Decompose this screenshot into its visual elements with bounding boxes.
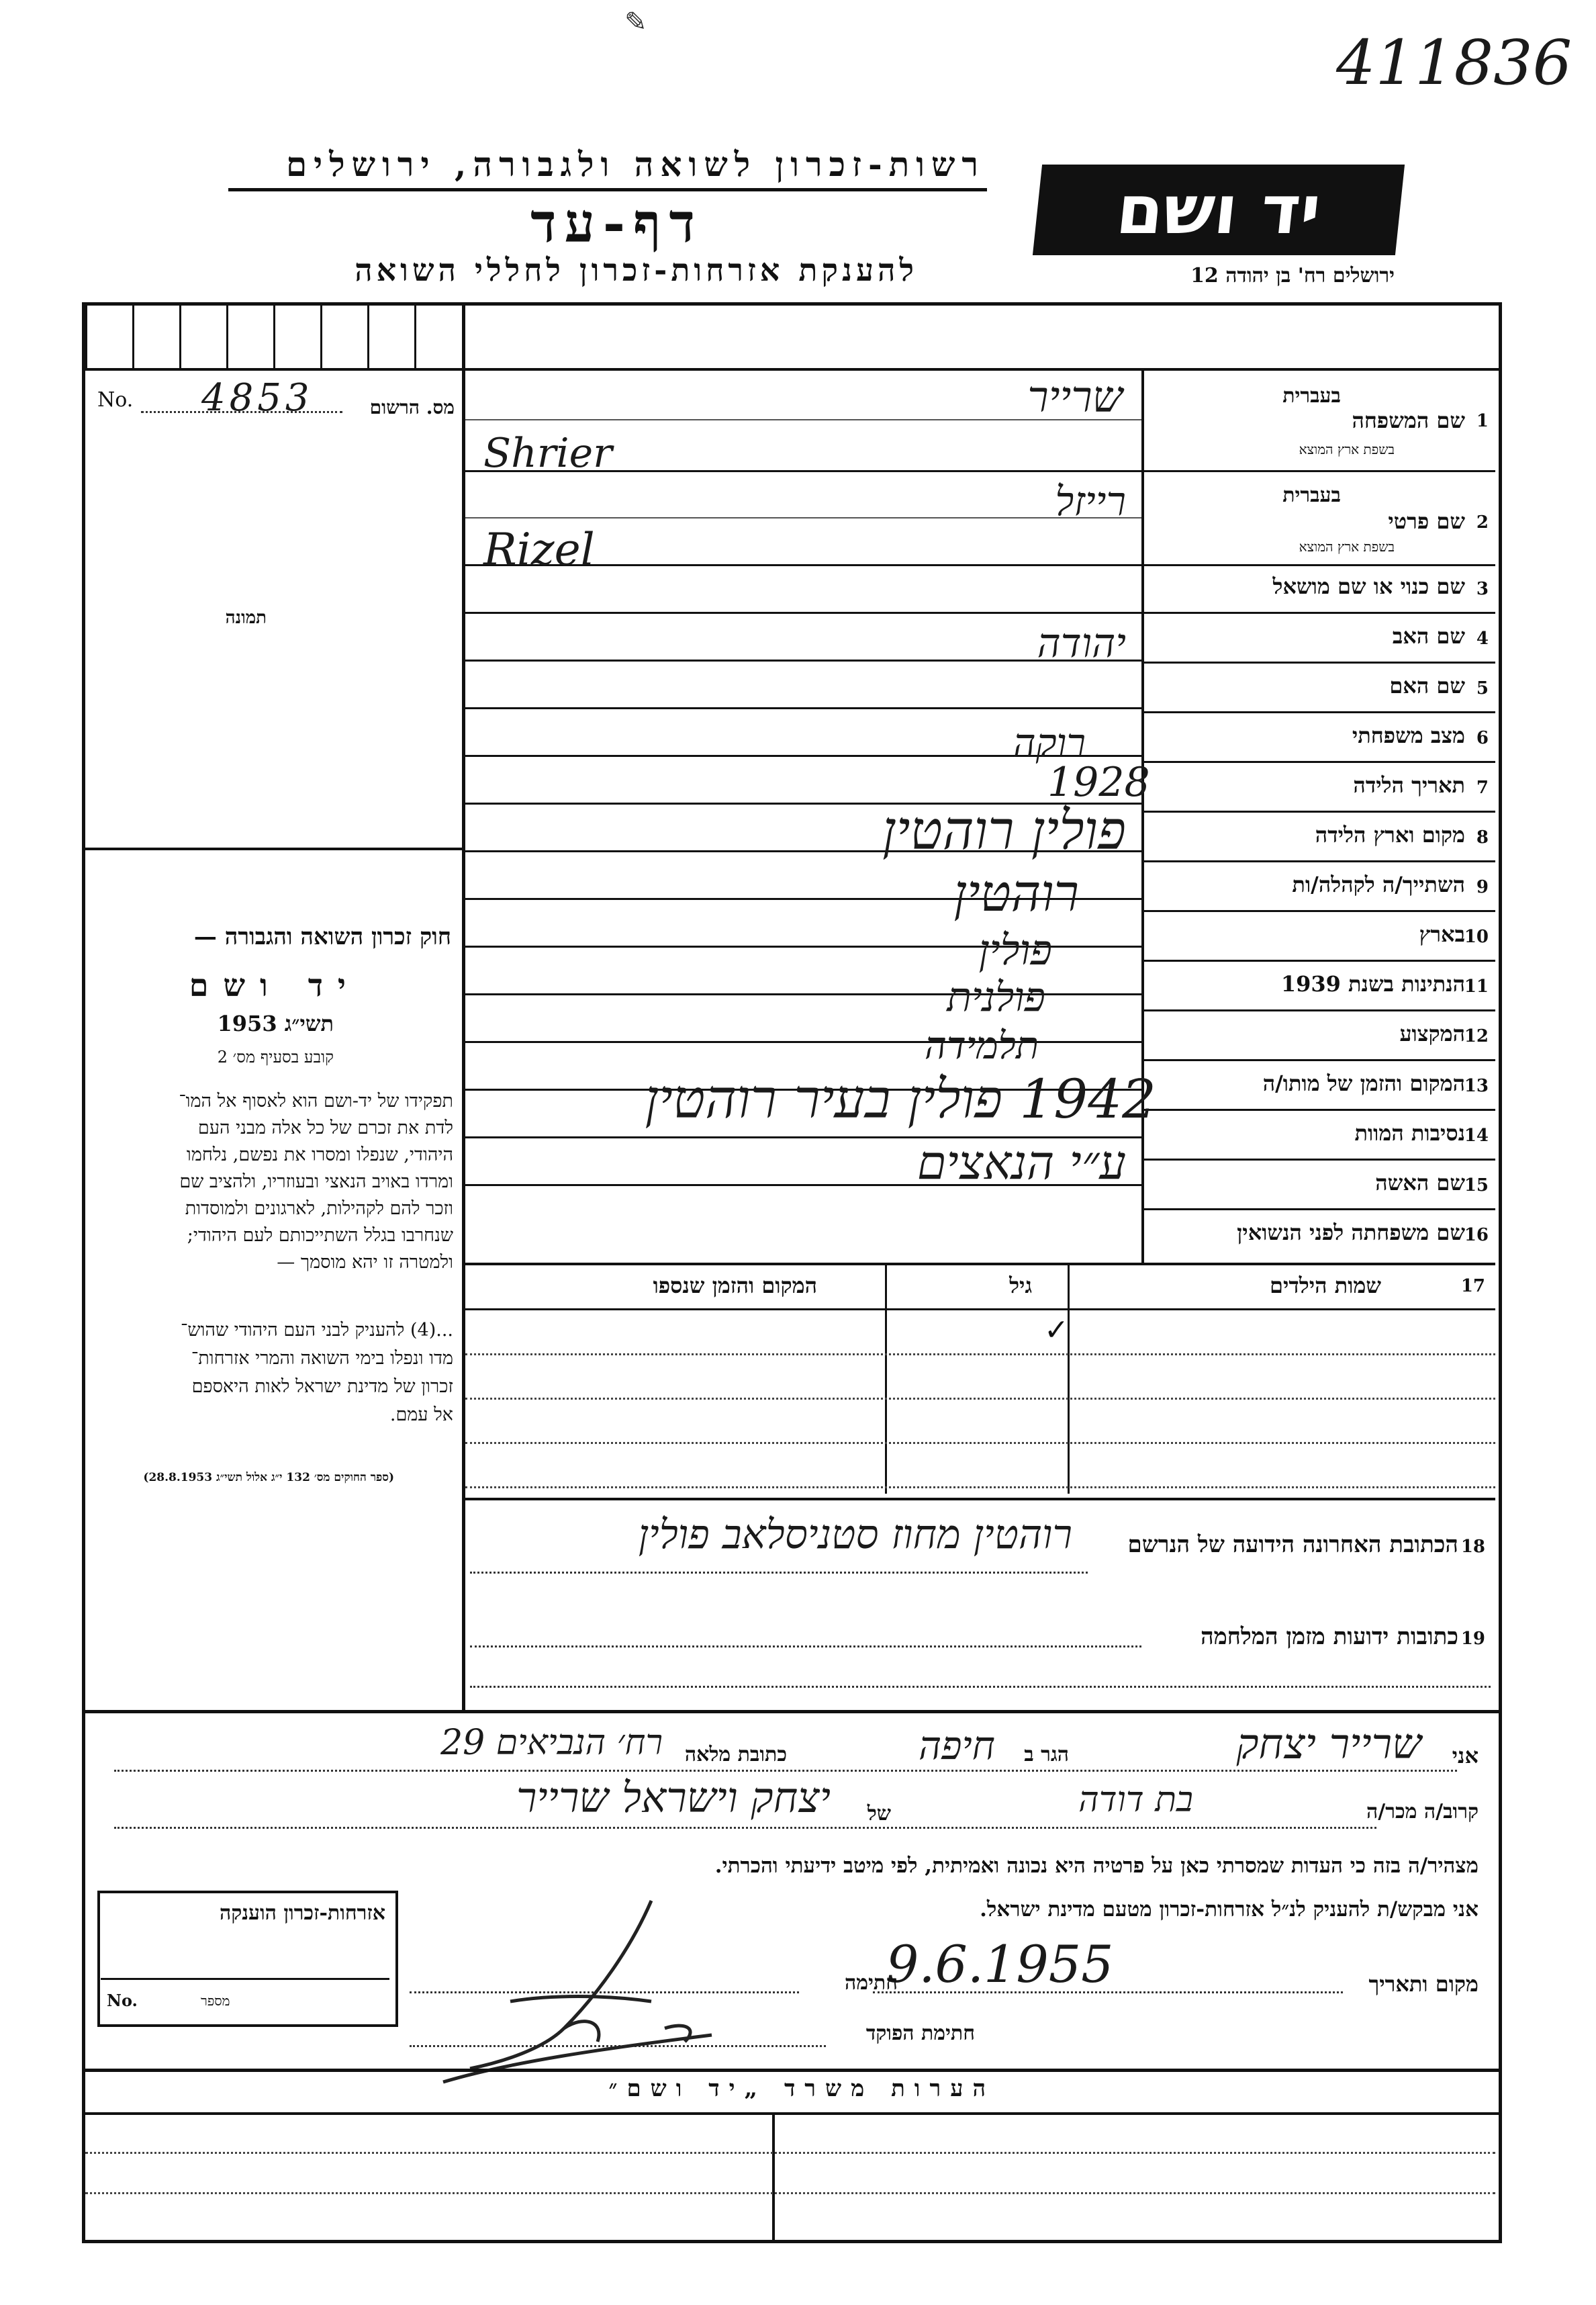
field-7-row: 7 תאריך הלידה <box>1144 763 1495 813</box>
value-marital-status: רוקה <box>1013 720 1086 766</box>
children-col-age: גיל <box>1009 1273 1032 1298</box>
award-box-number-label: מספר <box>201 1993 230 2009</box>
scribble-mark: ✎ <box>624 7 647 38</box>
relative-relation: בת דודה <box>1078 1780 1193 1820</box>
value-birth-date: 1928 <box>1047 759 1150 806</box>
statement-truth: מצהיר/ה בזה כי העדות שמסרתי כאן על פרטיה היא נכונה ואמיתית, לפי מיטב ידיעתי והכרתי. <box>714 1854 1478 1878</box>
signature-label: חתימה <box>845 1971 898 1995</box>
field-rows-list <box>1144 564 1495 1258</box>
declarant-address-label: כתובת מלאה <box>684 1743 787 1766</box>
field-5-row: 5 שם האם <box>1144 664 1495 713</box>
law-year: תשי״ג 1953 <box>217 1011 334 1036</box>
award-box-title: אזרחות-זכרון הוענקה <box>219 1901 385 1925</box>
children-col-place: המקום והזמן שנספו <box>653 1273 817 1298</box>
value-death-circumstances: ע״י הנאצים <box>917 1135 1126 1190</box>
logo-text: יד ושם <box>1113 171 1325 249</box>
field19-num: 19 <box>1460 1629 1485 1649</box>
field-14-row: 14 נסיבות המוות <box>1144 1111 1495 1161</box>
field-10-row: 10 בארץ <box>1144 912 1495 962</box>
law-citation: (ספר החוקים מס׳ 132 י״ג אלול תשי״ג 28.8.1953) <box>143 1471 394 1484</box>
declarant-city: חיפה <box>919 1723 995 1768</box>
law-name: יד ושם <box>189 967 361 1003</box>
arrow-mark: ✓ <box>1044 1313 1069 1347</box>
award-box <box>97 1891 398 2027</box>
relative-label: קרוב/ה מכר/ה <box>1366 1800 1478 1823</box>
field-2-row: בעברית 2 שם פרטי בשפת ארץ המוצא <box>1144 470 1495 566</box>
field-8-row: 8 מקום וארץ הלידה <box>1144 813 1495 862</box>
officer-label: חתימת הפוקד <box>865 2022 975 2045</box>
field-9-row: 9 השתייך/ה לקהלה/ות <box>1144 862 1495 912</box>
value-father-name: יהודה <box>1037 620 1126 667</box>
value-firstname-hebrew: רייזל <box>1055 478 1126 525</box>
form-subtitle: להענקת אזרחות-זכרון לחללי השואה <box>355 252 918 288</box>
archive-number: 411836 <box>1336 27 1572 99</box>
value-surname-hebrew: שרייר <box>1027 373 1123 422</box>
field-1-row: בעברית 1 שם המשפחה בשפת ארץ המוצא <box>1144 371 1495 472</box>
field19-label: כתובות ידועות מזמן המלחמה <box>1201 1623 1458 1650</box>
value-death-place-date: 1942 פולין בעיר רוהטין <box>645 1068 1156 1130</box>
field18-label: הכתובת האחרונה הידועה של הנרשם <box>1127 1531 1458 1558</box>
registration-number: 4853 <box>201 376 314 420</box>
form-title: דף-עד <box>530 191 703 255</box>
registration-label: מס. הרשום <box>369 396 455 418</box>
logo-address: ירושלים רח' בן יהודה 12 <box>1190 264 1395 287</box>
of-value: יצחק וישראל שרייר <box>516 1773 831 1822</box>
office-notes-title: הערות משרד „יד ושם״ <box>608 2075 995 2102</box>
registration-no-label: No. <box>97 388 134 412</box>
award-box-no-label: No. <box>107 1991 138 2010</box>
field-15-row: 15 שם האשה <box>1144 1161 1495 1210</box>
field-13-row: 13 המקום והזמן של מותו/ה <box>1144 1061 1495 1111</box>
field18-num: 18 <box>1460 1537 1485 1557</box>
value-profession: תלמידה <box>925 1024 1039 1068</box>
law-body: תפקידו של יד-ושם הוא לאסוף אל המו־ לדת את זכרם של כל אלה מבני העם היהודי, שנפלו ומסרו את נפשם, נלחמו ומרדו באויב הנאצי ובעוזריו, ולהציב שם וזכר להם לקהילות, לארגונים ולמוסדות שנחרבו בגלל השתייכותם לעם היהודי; ולמטרה זו יהא מוסמך — <box>179 1091 453 1273</box>
value-country: פולין <box>978 925 1052 975</box>
value-last-address: רוהטין מחוז סטניסלאב פולין <box>638 1511 1072 1558</box>
law-clause: קובע בסעיף מס׳ 2 <box>217 1048 334 1067</box>
statement-request: אני מבקש/ת להעניק לנ״ל אזרחות-זכרון מטעם מדינת ישראל. <box>980 1897 1478 1922</box>
field-12-row: 12 המקצוע <box>1144 1011 1495 1061</box>
field-11-row: 11 הנתינות בשנת 1939 <box>1144 962 1495 1011</box>
value-citizenship-1939: פולנית <box>947 974 1045 1021</box>
photo-label: תמונה <box>225 608 267 628</box>
declarant-resides-label: הגר ב <box>1024 1743 1069 1766</box>
value-surname-origin: Shrier <box>483 430 612 477</box>
field-4-row: 4 שם האב <box>1144 614 1495 664</box>
field-3-row: 3 שם כנוי או שם מושאל <box>1144 564 1495 614</box>
authority-title: רשות-זכרון לשואה ולגבורה, ירושלים <box>285 144 985 184</box>
children-num: 17 <box>1460 1276 1485 1296</box>
children-rows <box>465 1310 1495 1492</box>
law-body-clause4: ...(4) להעניק לבני העם היהודי שהוש־ מדו ונפלו בימי השואה והמרי אזרחות־ זכרון של מדינת ישראל לאות היאספם אל עמם. <box>181 1320 453 1425</box>
yad-vashem-logo <box>1033 165 1405 255</box>
place-date-label: מקום ותאריך <box>1368 1971 1478 1997</box>
field-6-row: 6 מצב משפחתי <box>1144 713 1495 763</box>
law-title: חוק זכרון השואה והגבורה — <box>193 923 451 950</box>
declarant-i-label: אני <box>1452 1743 1478 1768</box>
field-16-row: 16 שם משפחתה לפני הנשואין <box>1237 1220 1489 1245</box>
of-label: של <box>867 1802 891 1825</box>
declarant-name: שרייר יצחק <box>1236 1719 1421 1768</box>
sign-date: 9.6.1955 <box>886 1934 1114 1994</box>
value-firstname-origin: Rizel <box>483 524 595 576</box>
value-community: רוהטין <box>953 863 1079 923</box>
declarant-address: רח׳ הנביאים 29 <box>440 1723 663 1763</box>
top-strip-cells <box>85 306 461 368</box>
value-birth-place: פולין רוהטין <box>882 799 1126 862</box>
children-col-names: שמות הילדים <box>1270 1273 1381 1298</box>
office-notes-lines <box>85 2115 1495 2236</box>
